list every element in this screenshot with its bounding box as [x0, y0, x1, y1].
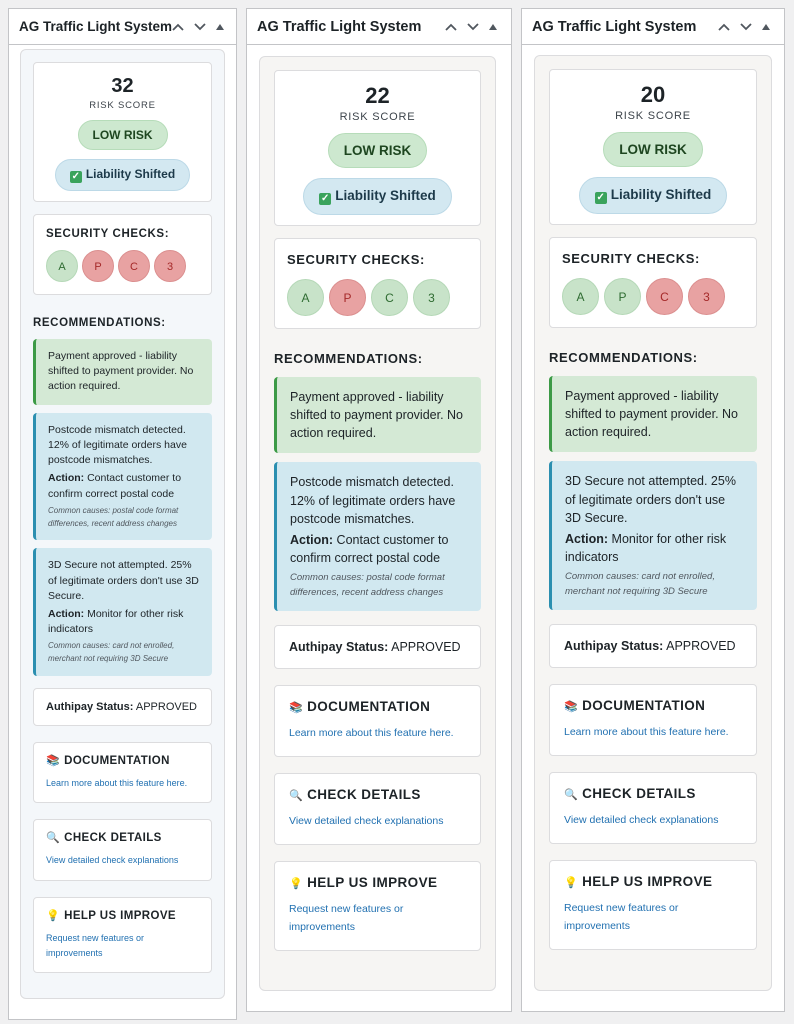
help-us-improve-card: [274, 861, 481, 951]
action-text: Contact customer to confirm correct postal code: [290, 532, 449, 565]
risk-score-value: 20: [640, 82, 666, 107]
check-a-pass: A: [287, 279, 324, 316]
action-label: Action:: [565, 531, 609, 546]
status-label: Authipay Status:: [46, 701, 134, 714]
panel-controls: [172, 23, 230, 31]
books-icon: 📚: [564, 701, 579, 714]
risk-score-card: [274, 70, 481, 226]
documentation-link[interactable]: Learn more about this feature here.: [564, 726, 729, 739]
help-us-improve-title: [564, 874, 742, 889]
check-c-fail: C: [118, 250, 150, 282]
recommendation-text: Postcode mismatch detected. 12% of legitimate orders have postcode mismatches.: [290, 475, 456, 526]
liability-badge: [303, 178, 452, 215]
link-card-title: DOCUMENTATION: [582, 698, 706, 714]
checkmark-icon: ✓: [596, 192, 605, 203]
move-up-icon[interactable]: [172, 23, 186, 31]
recommendation-text: 3D Secure not attempted. 25% of legitimate orders don't use 3D Secure.: [48, 559, 199, 602]
recommendation-blue: [33, 548, 212, 676]
documentation-link[interactable]: Learn more about this feature here.: [46, 778, 188, 789]
traffic-light-panel: [521, 8, 785, 1012]
recommendation-green: [549, 376, 757, 452]
risk-score-card: [33, 62, 212, 202]
security-checks-title: SECURITY CHECKS:: [46, 228, 170, 240]
action-text: Contact customer to confirm correct postal code: [48, 472, 182, 500]
check-c-fail: C: [646, 278, 683, 315]
panel-controls: [445, 23, 503, 31]
liability-badge: [55, 159, 190, 191]
documentation-card: [549, 684, 757, 756]
action-text: Monitor for other risk indicators: [565, 531, 727, 564]
action-text: Monitor for other risk indicators: [48, 608, 184, 636]
lightbulb-icon: 💡: [46, 909, 61, 922]
link-card-title: DOCUMENTATION: [307, 699, 431, 715]
check-details-link[interactable]: View detailed check explanations: [289, 815, 444, 828]
documentation-card: [274, 685, 481, 757]
recommendation-causes: Common causes: card not enrolled, merchant not requiring 3D Secure: [48, 641, 175, 664]
status-label: Authipay Status:: [564, 639, 664, 654]
documentation-link[interactable]: Learn more about this feature here.: [289, 727, 454, 740]
traffic-light-panel: [246, 8, 512, 1012]
action-label: Action:: [48, 608, 85, 620]
check-p-fail: P: [329, 279, 366, 316]
check-details-card: [33, 819, 212, 880]
collapse-toggle-icon[interactable]: [489, 24, 503, 30]
check-a-pass: A: [46, 250, 78, 282]
risk-level-badge: LOW RISK: [603, 132, 703, 167]
security-check-indicators: [562, 278, 744, 315]
check-a-pass: A: [562, 278, 599, 315]
liability-badge-label: Liability Shifted: [85, 167, 176, 181]
link-card-title: DOCUMENTATION: [64, 755, 170, 768]
link-card-title: HELP US IMPROVE: [582, 874, 713, 890]
status-value: APPROVED: [391, 640, 461, 655]
recommendation-blue: [549, 461, 757, 610]
recommendation-blue: [33, 413, 212, 541]
recommendation-text: Payment approved - liability shifted to payment provider. No action required.: [290, 390, 464, 441]
liability-badge-label: Liability Shifted: [610, 187, 712, 202]
recommendation-action: [48, 607, 200, 637]
link-card-title: HELP US IMPROVE: [307, 875, 438, 891]
move-down-icon[interactable]: [740, 23, 754, 31]
recommendation-causes: Common causes: card not enrolled, merchant not requiring 3D Secure: [565, 571, 715, 598]
risk-level-badge: LOW RISK: [78, 120, 168, 150]
recommendation-causes: Common causes: postal code format differences, recent address changes: [290, 572, 445, 599]
move-up-icon[interactable]: [445, 23, 459, 31]
panel-body: [534, 55, 772, 991]
check-details-title: [564, 786, 742, 801]
documentation-card: [33, 742, 212, 803]
books-icon: 📚: [289, 702, 304, 715]
liability-badge: [579, 177, 728, 214]
documentation-title: [46, 754, 199, 767]
help-us-improve-card: [549, 860, 757, 950]
recommendation-action: [290, 531, 468, 567]
check-3-fail: 3: [154, 250, 186, 282]
risk-level-badge: LOW RISK: [328, 133, 428, 168]
link-card-title: HELP US IMPROVE: [64, 909, 176, 922]
books-icon: 📚: [46, 755, 61, 768]
help-us-improve-link[interactable]: Request new features or improvements: [46, 932, 145, 958]
panel-body: [20, 49, 225, 999]
recommendation-blue: [274, 462, 481, 611]
recommendations-heading: RECOMMENDATIONS:: [33, 317, 166, 329]
help-us-improve-link[interactable]: Request new features or improvements: [289, 903, 404, 933]
checkmark-icon: ✓: [71, 171, 81, 182]
link-card-title: CHECK DETAILS: [582, 786, 696, 802]
check-p-pass: P: [604, 278, 641, 315]
recommendations-heading: RECOMMENDATIONS:: [274, 351, 423, 366]
recommendation-action: [565, 530, 744, 566]
security-checks-card: [549, 237, 757, 328]
recommendation-green: [33, 339, 212, 405]
recommendations-heading: RECOMMENDATIONS:: [549, 350, 698, 365]
move-down-icon[interactable]: [467, 23, 481, 31]
magnifier-icon: 🔍: [46, 832, 61, 845]
authipay-status-card: [549, 624, 757, 668]
panel-title: AG Traffic Light System: [257, 18, 422, 35]
traffic-light-panel: [8, 8, 237, 1020]
link-card-title: CHECK DETAILS: [64, 832, 162, 845]
documentation-title: [564, 698, 742, 713]
check-details-link[interactable]: View detailed check explanations: [46, 855, 179, 866]
action-label: Action:: [290, 532, 334, 547]
security-checks-title: SECURITY CHECKS:: [562, 251, 700, 266]
documentation-title: [289, 699, 466, 714]
check-p-fail: P: [82, 250, 114, 282]
security-checks-card: [274, 238, 481, 329]
recommendation-green: [274, 377, 481, 453]
collapse-toggle-icon[interactable]: [762, 24, 776, 30]
risk-score-label: RISK SCORE: [89, 100, 156, 111]
authipay-status-card: [33, 688, 212, 726]
lightbulb-icon: 💡: [564, 877, 579, 890]
risk-score-label: RISK SCORE: [339, 111, 416, 123]
status-label: Authipay Status:: [289, 640, 389, 655]
help-us-improve-title: [46, 909, 199, 922]
panel-header: [9, 9, 236, 45]
check-details-card: [274, 773, 481, 845]
risk-score-label: RISK SCORE: [615, 110, 691, 122]
risk-score-value: 32: [111, 75, 134, 97]
action-label: Action:: [48, 472, 85, 485]
security-checks-title: SECURITY CHECKS:: [287, 252, 425, 267]
check-details-title: [289, 787, 466, 802]
help-us-improve-title: [289, 875, 466, 890]
check-3-fail: 3: [688, 278, 725, 315]
collapse-toggle-icon[interactable]: [216, 24, 230, 30]
recommendation-text: Postcode mismatch detected. 12% of legitimate orders have postcode mismatches.: [48, 423, 187, 467]
check-3-pass: 3: [413, 279, 450, 316]
help-us-improve-card: [33, 897, 212, 974]
panel-title: AG Traffic Light System: [19, 19, 173, 34]
checkmark-icon: ✓: [321, 193, 330, 204]
move-up-icon[interactable]: [718, 23, 732, 31]
recommendation-action: [48, 471, 200, 501]
recommendation-text: Payment approved - liability shifted to payment provider. No action required.: [48, 350, 194, 393]
link-card-title: CHECK DETAILS: [307, 787, 421, 803]
recommendation-causes: Common causes: postal code format differences, recent address changes: [48, 505, 179, 528]
panel-body: [259, 56, 496, 991]
check-details-link[interactable]: View detailed check explanations: [564, 814, 719, 827]
risk-score-value: 22: [365, 83, 390, 108]
status-value: APPROVED: [666, 639, 736, 654]
check-c-pass: C: [371, 279, 408, 316]
security-check-indicators: [287, 279, 468, 316]
liability-badge-label: Liability Shifted: [335, 188, 436, 203]
panel-header: [522, 9, 784, 45]
authipay-status-card: [274, 625, 481, 669]
panel-header: [247, 9, 511, 45]
help-us-improve-link[interactable]: Request new features or improvements: [564, 902, 679, 932]
lightbulb-icon: 💡: [289, 878, 304, 891]
check-details-title: [46, 831, 199, 844]
panel-title: AG Traffic Light System: [532, 18, 697, 35]
security-check-indicators: [46, 250, 199, 282]
recommendation-text: 3D Secure not attempted. 25% of legitimate orders don't use 3D Secure.: [565, 474, 736, 525]
check-details-card: [549, 772, 757, 844]
move-down-icon[interactable]: [194, 23, 208, 31]
security-checks-card: [33, 214, 212, 295]
risk-score-card: [549, 69, 757, 225]
magnifier-icon: 🔍: [289, 790, 304, 803]
recommendation-text: Payment approved - liability shifted to payment provider. No action required.: [565, 389, 739, 440]
status-value: APPROVED: [135, 701, 197, 714]
panel-controls: [718, 23, 776, 31]
magnifier-icon: 🔍: [564, 789, 579, 802]
